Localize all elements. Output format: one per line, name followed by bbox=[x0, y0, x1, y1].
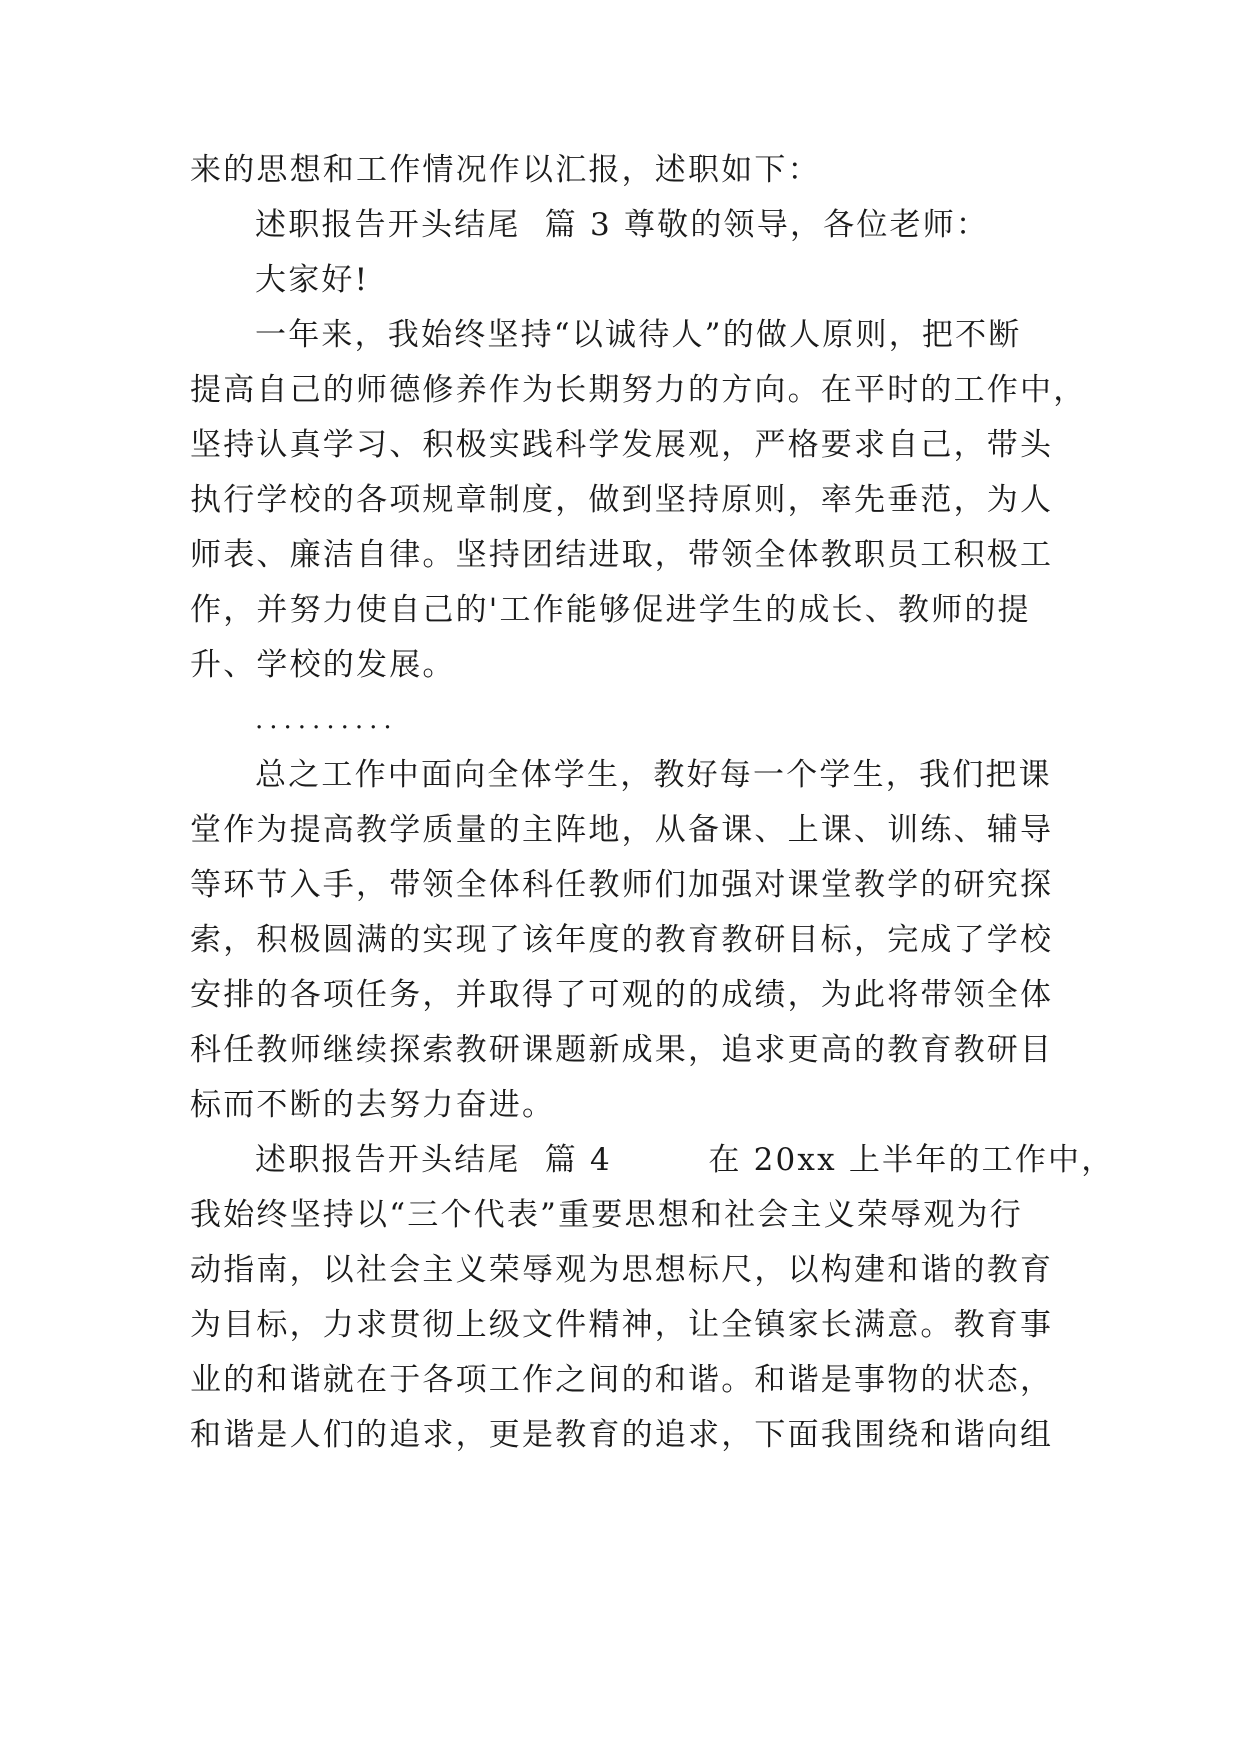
text-line: 安排的各项任务，并取得了可观的的成绩，为此将带领全体 bbox=[190, 977, 1054, 1013]
text-line: 坚持认真学习、积极实践科学发展观，严格要求自己，带头 bbox=[190, 427, 1054, 463]
text-line: 科任教师继续探索教研课题新成果，追求更高的教育教研目 bbox=[190, 1032, 1054, 1068]
section-heading: 述职报告开头结尾 篇 4 在 20xx 上半年的工作中， bbox=[255, 1142, 1115, 1178]
text-line: 一年来，我始终坚持“以诚待人”的做人原则，把不断 bbox=[255, 317, 1022, 353]
text-line: 动指南，以社会主义荣辱观为思想标尺，以构建和谐的教育 bbox=[190, 1252, 1054, 1288]
section-heading: 述职报告开头结尾 篇 3 尊敬的领导，各位老师： bbox=[255, 207, 990, 243]
text-line: 来的思想和工作情况作以汇报，述职如下： bbox=[190, 152, 821, 188]
text-line: 提高自己的师德修养作为长期努力的方向。在平时的工作中， bbox=[190, 372, 1087, 408]
text-line: 师表、廉洁自律。坚持团结进取，带领全体教职员工积极工 bbox=[190, 537, 1054, 573]
text-line: 索，积极圆满的实现了该年度的教育教研目标，完成了学校 bbox=[190, 922, 1054, 958]
greeting-line: 大家好! bbox=[255, 262, 370, 298]
text-line: 作，并努力使自己的'工作能够促进学生的成长、教师的提 bbox=[190, 592, 1031, 628]
text-line: 业的和谐就在于各项工作之间的和谐。和谐是事物的状态， bbox=[190, 1362, 1054, 1398]
text-line: 总之工作中面向全体学生，教好每一个学生，我们把课 bbox=[255, 757, 1052, 793]
text-line: 标而不断的去努力奋进。 bbox=[190, 1087, 556, 1123]
ellipsis-separator: .......... bbox=[255, 705, 398, 735]
text-line: 执行学校的各项规章制度，做到坚持原则，率先垂范，为人 bbox=[190, 482, 1054, 518]
text-line: 和谐是人们的追求，更是教育的追求，下面我围绕和谐向组 bbox=[190, 1417, 1054, 1453]
text-line: 等环节入手，带领全体科任教师们加强对课堂教学的研究探 bbox=[190, 867, 1054, 903]
text-line: 升、学校的发展。 bbox=[190, 647, 456, 683]
text-line: 为目标，力求贯彻上级文件精神，让全镇家长满意。教育事 bbox=[190, 1307, 1054, 1343]
text-line: 堂作为提高教学质量的主阵地，从备课、上课、训练、辅导 bbox=[190, 812, 1054, 848]
text-line: 我始终坚持以“三个代表”重要思想和社会主义荣辱观为行 bbox=[190, 1197, 1023, 1233]
